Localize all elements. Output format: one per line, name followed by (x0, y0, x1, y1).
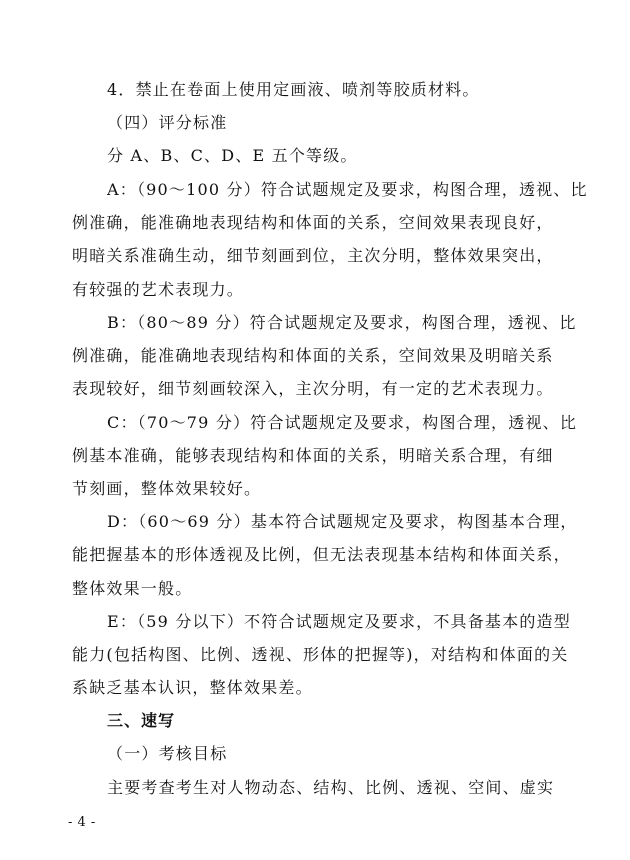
paragraph-grade-e-line-3: 系缺乏基本认识，整体效果差。 (72, 678, 313, 697)
paragraph-grade-a-line-2: 例准确，能准确地表现结构和体面的关系，空间效果表现良好， (72, 213, 554, 232)
section-heading-sketch: 三、速写 (107, 711, 176, 730)
paragraph-grade-c-line-3: 节刻画，整体效果较好。 (72, 479, 262, 498)
paragraph-grade-b-line-2: 例准确，能准确地表现结构和体面的关系，空间效果及明暗关系 (72, 346, 554, 365)
page-number: - 4 - (68, 815, 96, 830)
paragraph-rule-4: 4．禁止在卷面上使用定画液、喷剂等胶质材料。 (107, 80, 480, 99)
subheading-scoring-standard: （四）评分标准 (107, 113, 228, 132)
subheading-assessment-goals: （一）考核目标 (107, 744, 228, 763)
paragraph-grade-c-line-1: C：（70～79 分）符合试题规定及要求，构图合理，透视、比 (107, 413, 578, 432)
paragraph-grade-d-line-1: D：（60～69 分）基本符合试题规定及要求，构图基本合理， (107, 512, 578, 531)
paragraph-assessment-goals-line-1: 主要考查考生对人物动态、结构、比例、透视、空间、虚实 (107, 778, 555, 797)
paragraph-grade-e-line-2: 能力(包括构图、比例、透视、形体的把握等)，对结构和体面的关 (72, 645, 569, 664)
paragraph-grade-d-line-2: 能把握基本的形体透视及比例，但无法表现基本结构和体面关系， (72, 545, 571, 564)
paragraph-grade-b-line-1: B：（80～89 分）符合试题规定及要求，构图合理，透视、比 (107, 313, 577, 332)
paragraph-grade-b-line-3: 表现较好，细节刻画较深入，主次分明，有一定的艺术表现力。 (72, 379, 554, 398)
paragraph-grade-c-line-2: 例基本准确，能够表现结构和体面的关系，明暗关系合理，有细 (72, 446, 554, 465)
paragraph-grade-e-line-1: E：（59 分以下）不符合试题规定及要求，不具备基本的造型 (107, 612, 571, 631)
paragraph-grade-a-line-3: 明暗关系准确生动，细节刻画到位，主次分明，整体效果突出， (72, 246, 554, 265)
paragraph-grade-a-line-4: 有较强的艺术表现力。 (72, 280, 245, 299)
paragraph-grade-levels: 分 A、B、C、D、E 五个等级。 (107, 146, 358, 165)
paragraph-grade-a-line-1: A：（90～100 分）符合试题规定及要求，构图合理，透视、比 (107, 180, 588, 199)
paragraph-grade-d-line-3: 整体效果一般。 (72, 579, 193, 598)
